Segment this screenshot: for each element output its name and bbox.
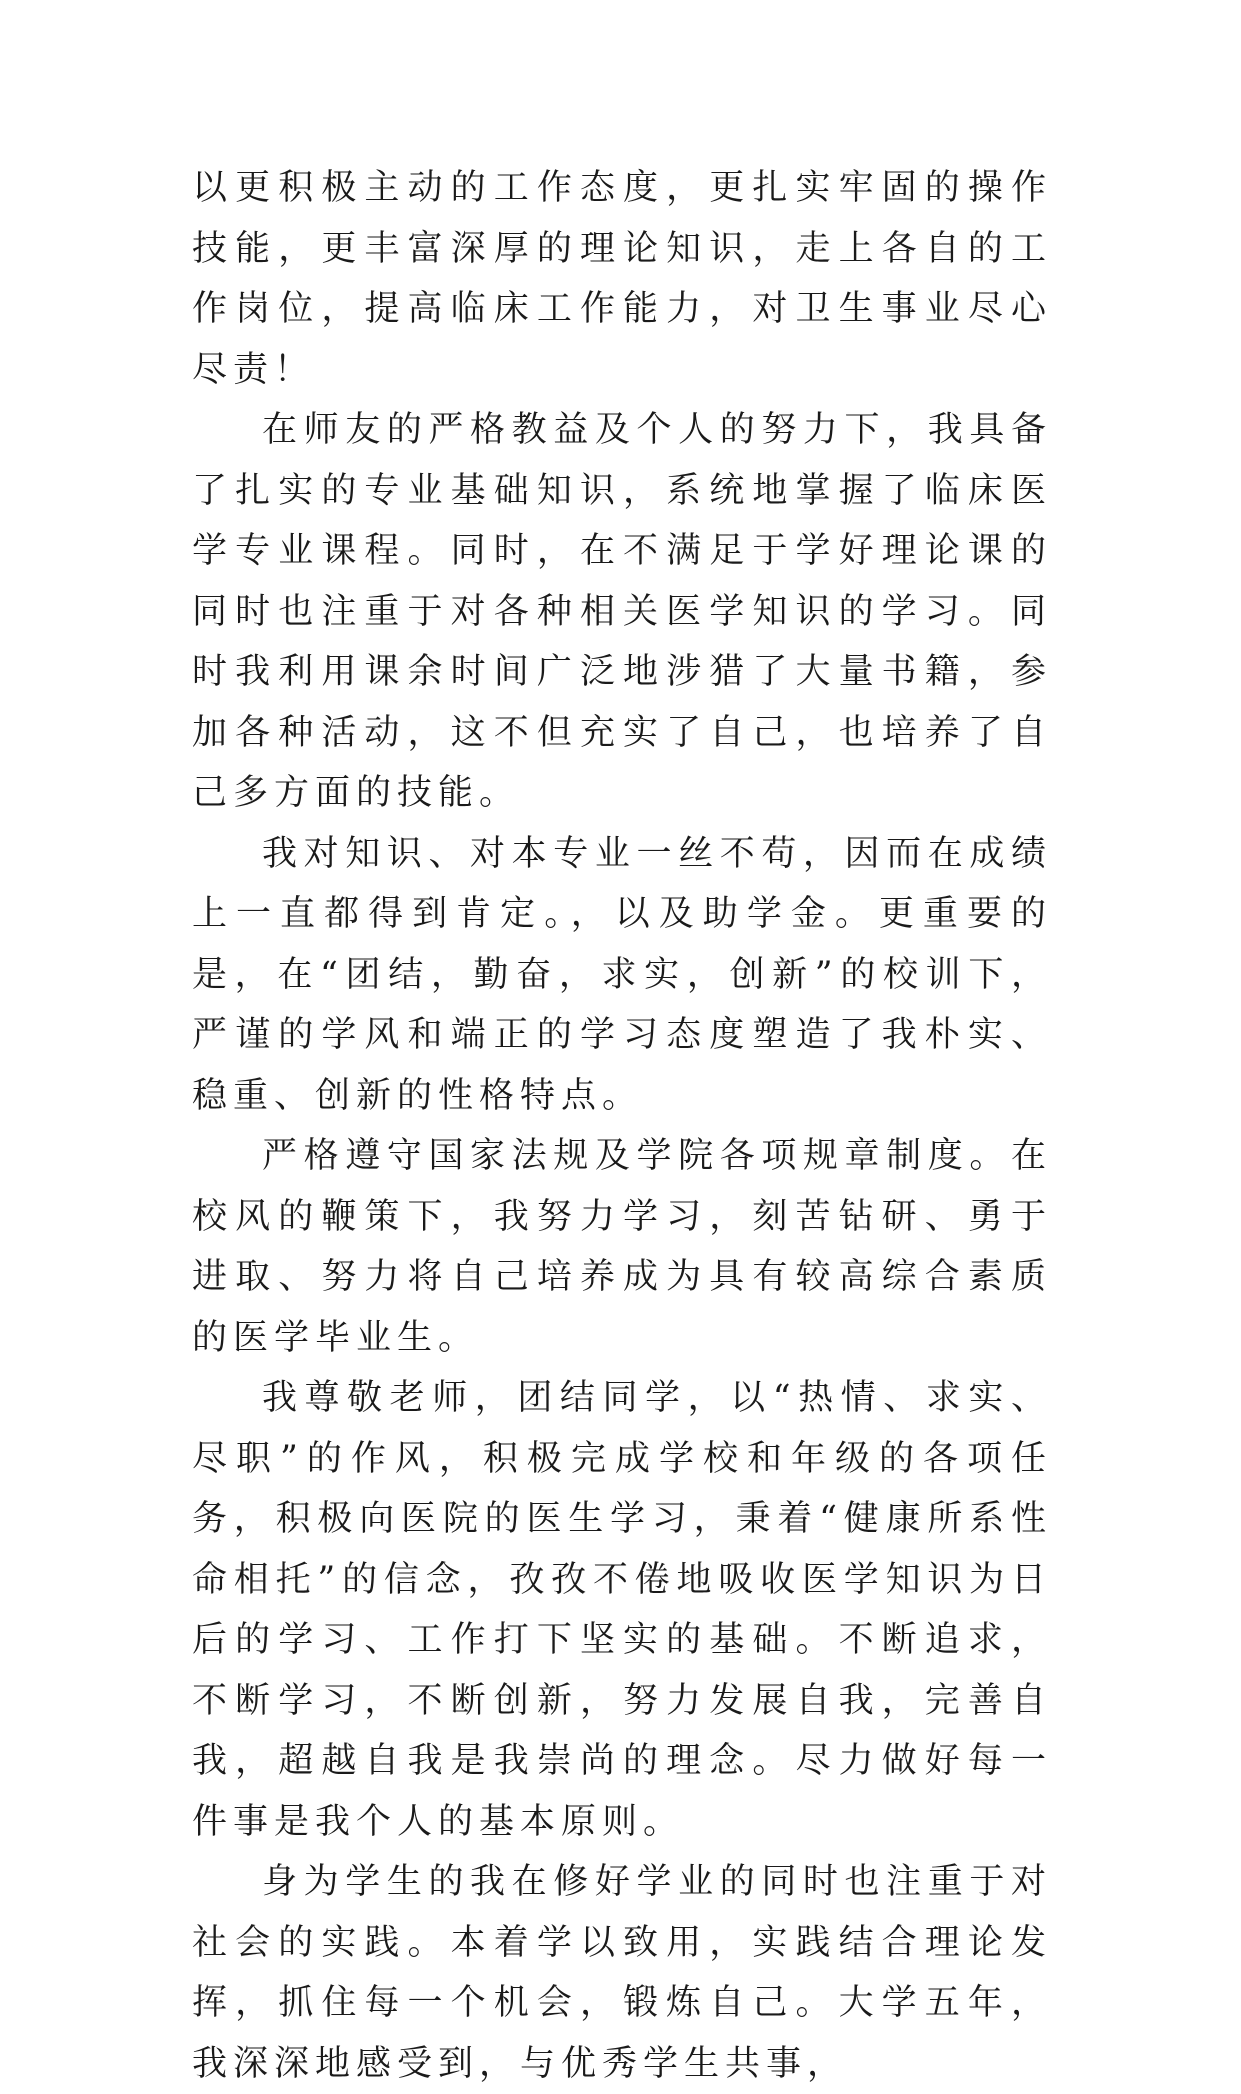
paragraph-5: 我尊敬老师，团结同学，以“热情、求实、尽职”的作风，积极完成学校和年级的各项任务，积极向医院的医生学习，秉着“健康所系性命相托”的信念，孜孜不倦地吸收医学知识为日后的学习、工作打下坚实的基础。不断追求，不断学习，不断创新，努力发展自我，完善自我，超越自我是我崇尚的理念。尽力做好每一件事是我个人的基本原则。 <box>192 1378 1052 1842</box>
paragraph-1: 以更积极主动的工作态度，更扎实牢固的操作技能，更丰富深厚的理论知识，走上各自的工作岗位，提高临床工作能力，对卫生事业尽心尽责！ <box>192 168 1052 390</box>
document-body <box>192 158 1052 2094</box>
paragraph-2: 在师友的严格教益及个人的努力下，我具备了扎实的专业基础知识，系统地掌握了临床医学专业课程。同时，在不满足于学好理论课的同时也注重于对各种相关医学知识的学习。同时我利用课余时间广泛地涉猎了大量书籍，参加各种活动，这不但充实了自己，也培养了自己多方面的技能。 <box>192 410 1052 813</box>
paragraph-6: 身为学生的我在修好学业的同时也注重于对社会的实践。本着学以致用，实践结合理论发挥，抓住每一个机会，锻炼自己。大学五年，我深深地感受到，与优秀学生共事， <box>192 1862 1052 2084</box>
paragraph-4: 严格遵守国家法规及学院各项规章制度。在校风的鞭策下，我努力学习，刻苦钻研、勇于进取、努力将自己培养成为具有较高综合素质的医学毕业生。 <box>192 1136 1052 1358</box>
paragraph-3: 我对知识、对本专业一丝不苟，因而在成绩上一直都得到肯定。，以及助学金。更重要的是，在“团结，勤奋，求实，创新”的校训下，严谨的学风和端正的学习态度塑造了我朴实、稳重、创新的性格特点。 <box>192 833 1052 1116</box>
